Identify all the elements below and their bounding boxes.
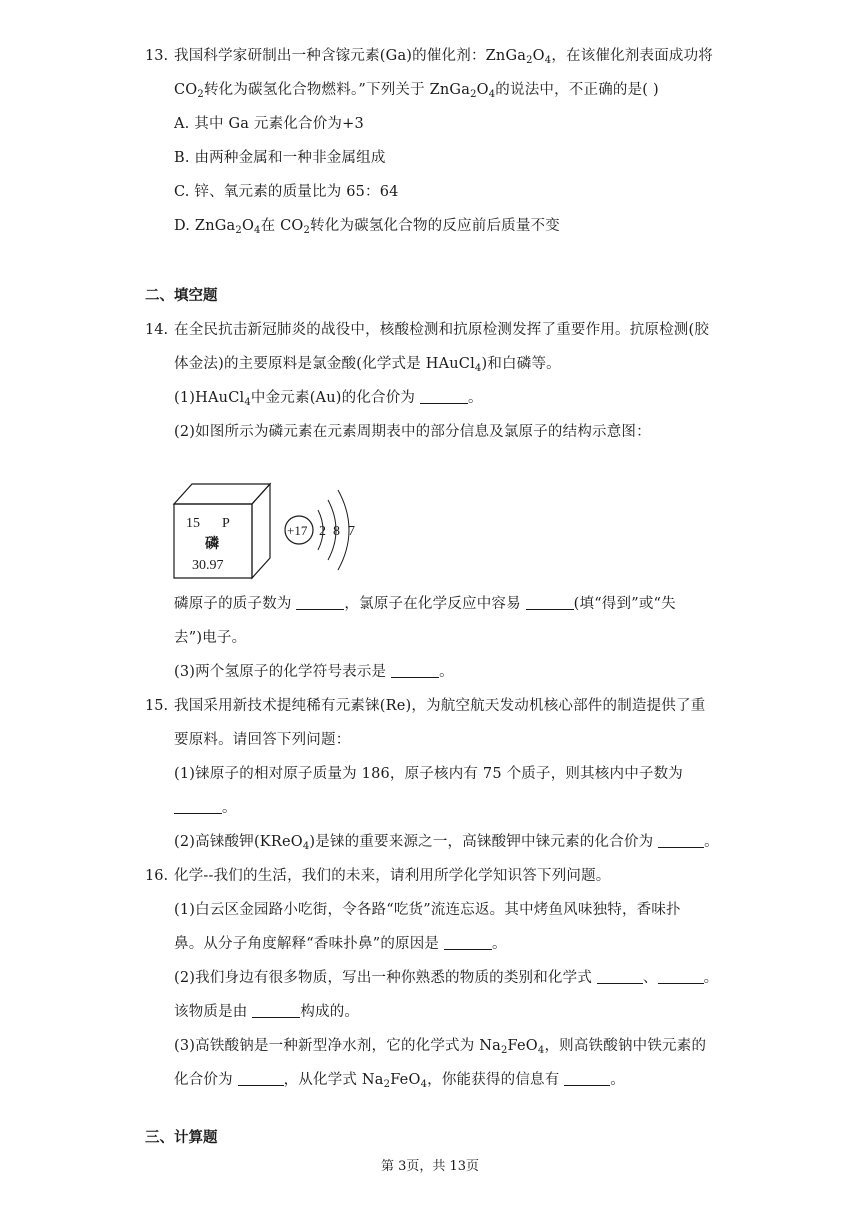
q14-part-2-answer-line-1	[174, 594, 676, 614]
question-number-13: 13.	[145, 48, 169, 64]
question-number-16: 16.	[145, 868, 169, 884]
q16-part-3-line-1	[174, 1036, 706, 1056]
subscript: 2	[383, 1079, 391, 1090]
q15-part-2	[174, 832, 719, 852]
subscript: 2	[235, 225, 242, 236]
q16-text: (3)高铁酸钠是一种新型净水剂，它的化学式为 Na	[174, 1038, 501, 1054]
q14-line-2	[174, 354, 561, 374]
q16-text: 。	[491, 936, 507, 952]
q16-text: 该物质是由	[174, 1004, 253, 1020]
q14-text: (1)HAuCl	[174, 390, 245, 406]
q16-text: ，则高铁酸钠中铁元素的	[544, 1038, 707, 1054]
q14-part-2: (2)如图所示为磷元素在元素周期表中的部分信息及氯原子的结构示意图：	[174, 424, 651, 440]
q16-line-1: 化学--我们的生活，我们的未来，请利用所学化学知识答下列问题。	[174, 868, 611, 884]
q16-text: 构成的。	[300, 1004, 360, 1020]
q13-text: 在 CO	[260, 218, 304, 234]
q13-option-a[interactable]: A. 其中 Ga 元素化合价为+3	[174, 116, 364, 132]
q13-line-2	[174, 80, 659, 100]
answer-blank[interactable]	[658, 833, 704, 848]
q14-text: ，氯原子在化学反应中容易	[344, 596, 526, 612]
q16-text: 。	[610, 1072, 625, 1088]
q15-text: 。	[222, 800, 237, 816]
q16-part-2-line-1	[174, 968, 718, 988]
q15-line-1: 我国采用新技术提纯稀有元素铼(Re)，为航空航天发动机核心部件的制造提供了重	[174, 698, 706, 714]
q16-text: 鼻。从分子角度解释“香味扑鼻”的原因是	[174, 936, 444, 952]
q16-text: ，你能获得的信息有	[427, 1072, 565, 1088]
answer-blank[interactable]	[238, 1071, 284, 1086]
q16-part-1-line-1: (1)白云区金园路小吃街，令各路“吃货”流连忘返。其中烤鱼风味独特，香味扑	[174, 902, 681, 918]
answer-blank[interactable]	[526, 595, 574, 610]
q16-text: 。	[703, 970, 719, 986]
chlorine-atom-diagram	[285, 490, 355, 570]
page-footer: 第 3页，共 13页	[380, 1159, 480, 1174]
q13-text: O	[241, 218, 255, 234]
question-number-15: 15.	[145, 698, 169, 714]
subscript: 4	[420, 1079, 428, 1090]
q16-text: 、	[642, 970, 658, 986]
answer-blank[interactable]	[597, 969, 643, 984]
section-heading-fill-in: 二、填空题	[145, 287, 218, 304]
q13-text: 我国科学家研制出一种含镓元素(Ga)的催化剂：ZnGa	[174, 48, 527, 64]
q14-text: (3)两个氢原子的化学符号表示是	[174, 664, 392, 680]
q16-text: 化合价为	[174, 1072, 238, 1088]
subscript: 2	[470, 89, 477, 100]
cell-symbol: P	[222, 516, 230, 531]
question-number-14: 14.	[145, 322, 169, 338]
shell-2-count: 8	[333, 524, 340, 539]
subscript: 2	[303, 225, 311, 236]
subscript: 2	[197, 89, 204, 100]
q13-line-1	[174, 46, 713, 66]
q16-text: ，从化学式 Na	[283, 1072, 384, 1088]
subscript: 4	[488, 89, 496, 100]
answer-blank[interactable]	[444, 935, 492, 950]
q13-text: O	[476, 82, 489, 98]
q13-text: D. ZnGa	[174, 218, 236, 234]
cell-atomic-number: 15	[186, 516, 200, 531]
element-figure	[172, 476, 372, 586]
answer-blank[interactable]	[658, 969, 704, 984]
answer-blank[interactable]	[564, 1071, 610, 1086]
section-heading-calculation: 三、计算题	[145, 1129, 218, 1146]
q13-option-c[interactable]: C. 锌、氧元素的质量比为 65：64	[174, 184, 399, 200]
subscript: 4	[537, 1045, 545, 1056]
answer-blank[interactable]	[296, 595, 344, 610]
q13-option-b[interactable]: B. 由两种金属和一种非金属组成	[174, 150, 386, 166]
subscript: 4	[254, 225, 261, 236]
q16-text: (2)我们身边有很多物质，写出一种你熟悉的物质的类别和化学式	[174, 970, 597, 986]
answer-blank[interactable]	[174, 799, 222, 814]
subscript: 4	[244, 397, 251, 408]
answer-blank[interactable]	[252, 1003, 300, 1018]
q15-text: (2)高铼酸钾(KReO	[174, 834, 303, 850]
q14-text: 。	[467, 390, 483, 406]
q14-part-1	[174, 388, 483, 408]
q16-part-1-line-2	[174, 934, 507, 954]
q14-text: (填“得到”或“失	[573, 596, 676, 612]
q15-line-2: 要原料。请回答下列问题：	[174, 732, 351, 748]
q14-text: 磷原子的质子数为	[174, 596, 297, 612]
q14-line-1: 在全民抗击新冠肺炎的战役中，核酸检测和抗原检测发挥了重要作用。抗原检测(胶	[174, 322, 710, 338]
q15-part-1: (1)铼原子的相对原子质量为 186，原子核内有 75 个质子，则其核内中子数为	[174, 766, 683, 782]
nucleus-charge: +17	[287, 523, 308, 538]
subscript: 2	[500, 1045, 508, 1056]
cell-name: 磷	[205, 536, 219, 552]
cell-atomic-mass: 30.97	[192, 558, 224, 573]
q14-part-3	[174, 662, 454, 682]
q16-text: FeO	[507, 1038, 538, 1054]
q14-part-2-answer-line-2: 去”)电子。	[174, 630, 247, 646]
shell-3-count: 7	[348, 524, 355, 539]
q15-text: )是铼的重要来源之一，高铼酸钾中铼元素的化合价为	[309, 834, 659, 850]
q13-text: ，在该催化剂表面成功将	[551, 48, 714, 64]
q14-text: 中金元素(Au)的化合价为	[250, 390, 420, 406]
q14-text: 。	[439, 664, 454, 680]
q13-text: 的说法中，不正确的是( )	[495, 82, 659, 98]
q14-text: )和白磷等。	[481, 356, 561, 372]
shell-1-count: 2	[319, 524, 326, 539]
subscript: 4	[474, 363, 482, 374]
q13-text: O	[532, 48, 545, 64]
q13-text: 转化为碳氢化合物燃料。”下列关于 ZnGa	[203, 82, 471, 98]
q16-text: FeO	[390, 1072, 421, 1088]
q15-text: 。	[704, 834, 719, 850]
subscript: 4	[302, 841, 310, 852]
q16-part-3-line-2	[174, 1070, 625, 1090]
q13-option-d[interactable]	[174, 216, 560, 236]
q15-part-1-answer	[174, 798, 237, 818]
subscript: 2	[526, 55, 533, 66]
q13-text: CO	[174, 82, 198, 98]
answer-blank[interactable]	[420, 389, 468, 404]
q13-text: 转化为碳氢化合物的反应前后质量不变	[310, 218, 560, 234]
q16-part-2-line-2	[174, 1002, 359, 1022]
q14-text: 体金法)的主要原料是氯金酸(化学式是 HAuCl	[174, 356, 475, 372]
answer-blank[interactable]	[391, 663, 439, 678]
subscript: 4	[544, 55, 552, 66]
